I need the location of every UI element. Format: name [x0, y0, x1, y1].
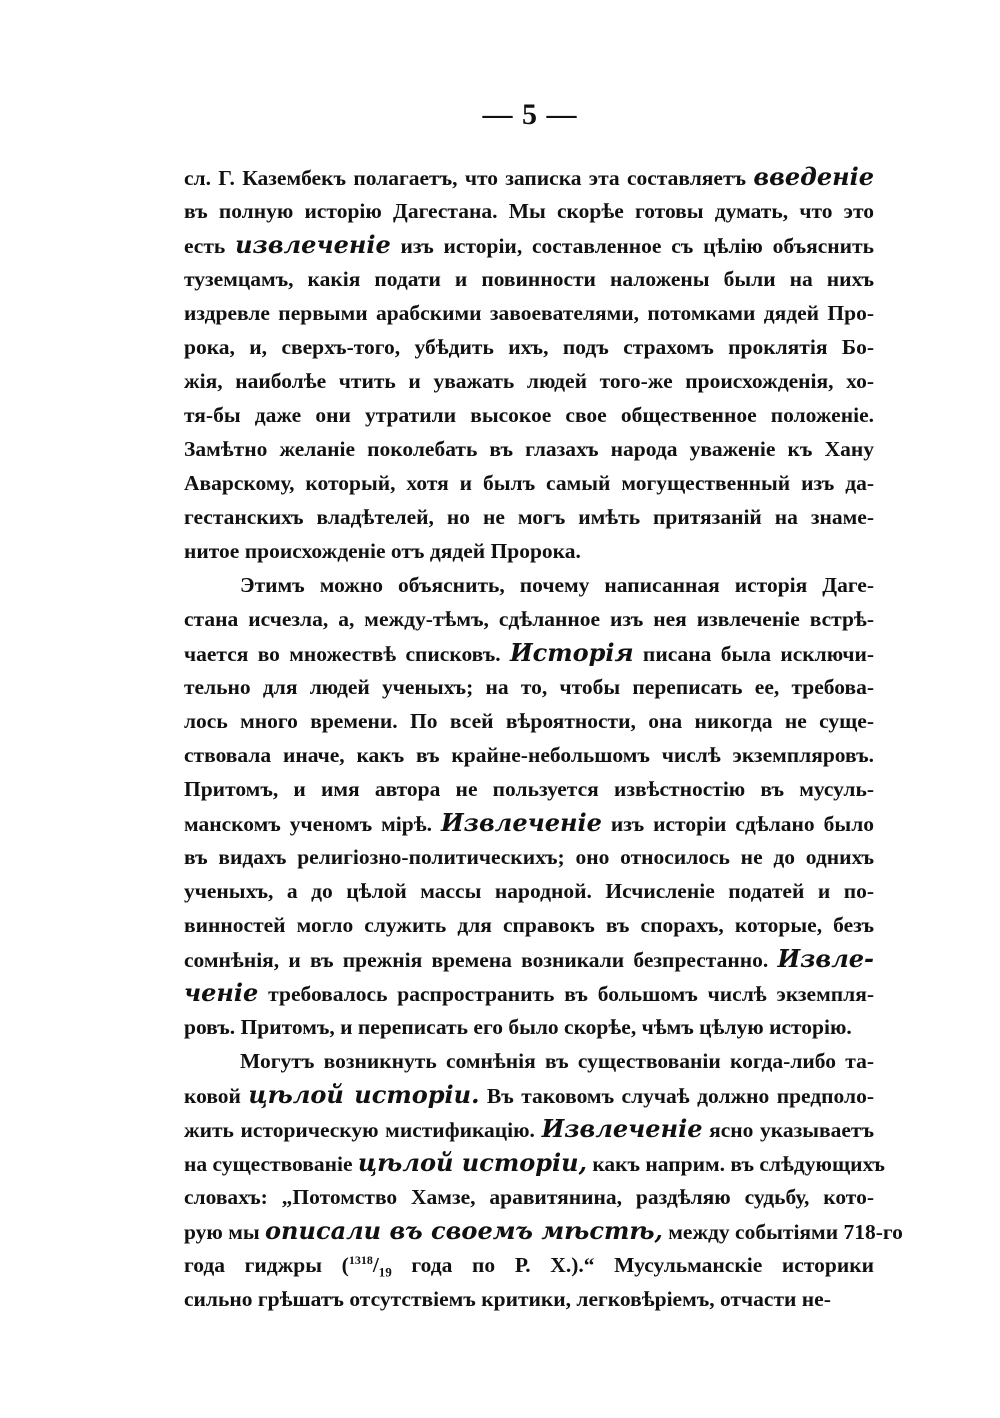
text-segment: въ полную исторiю Дагестана. Мы скорѣе готовы думать, что это — [184, 199, 874, 223]
emphasized-text: извлеченiе — [235, 230, 391, 259]
text-segment: сомнѣнiя, и въ прежнiя времена возникали безпрестанно. — [184, 948, 778, 972]
text-line — [184, 500, 874, 534]
text-line — [184, 466, 874, 500]
text-segment: тельно для людей ученыхъ; на то, чтобы переписать ее, требова- — [184, 675, 874, 699]
text-segment: есть — [184, 234, 236, 258]
text-segment: словахъ: „Потомство Хамзе, аравитянина, раздѣляю судьбу, кото- — [184, 1185, 874, 1209]
text-line — [184, 534, 874, 568]
text-segment: манскомъ ученомъ мiрѣ. — [184, 812, 441, 836]
paragraph — [184, 160, 874, 568]
emphasized-text: описали въ своемъ мѣстѣ, — [265, 1216, 663, 1245]
text-segment: винностей могло служить для справокъ въ спорахъ, которые, безъ — [184, 913, 874, 937]
text-line — [184, 262, 874, 296]
paragraph — [184, 568, 874, 1044]
text-segment: туземцамъ, какiя подати и повинности наложены были на нихъ — [184, 267, 874, 291]
text-line — [184, 1078, 874, 1112]
text-line — [184, 296, 874, 330]
text-segment: года гиджры ( — [184, 1253, 349, 1277]
text-segment: изъ исторiи сдѣлано было — [601, 812, 875, 836]
text-line — [184, 1248, 874, 1282]
text-segment: сл. Г. Казембекъ полагаетъ, что записка эта составляетъ — [184, 166, 754, 190]
text-line — [184, 1282, 874, 1316]
emphasized-text: цѣлой исторiи, — [357, 1148, 587, 1177]
emphasized-text: Исторiя — [509, 638, 634, 667]
text-line — [184, 636, 874, 670]
text-line — [184, 976, 874, 1010]
text-segment: Въ таковомъ случаѣ должно предполо- — [479, 1084, 875, 1108]
emphasized-text: Извлеченiе — [441, 808, 602, 837]
text-segment: лось много времени. По всей вѣроятности, она никогда не суще- — [184, 709, 874, 733]
text-line — [184, 806, 874, 840]
emphasized-text: Извле- — [777, 944, 874, 973]
text-line — [184, 738, 874, 772]
text-segment: стана исчезла, а, между-тѣмъ, сдѣланное изъ нея извлеченiе встрѣ- — [184, 607, 874, 631]
text-segment: тя-бы даже они утратили высокое свое общественное положенiе. — [184, 403, 874, 427]
text-segment: Могутъ возникнуть сомнѣнiя въ существованiи когда-либо та- — [240, 1049, 874, 1073]
text-line — [184, 704, 874, 738]
text-segment: Этимъ можно объяснить, почему написанная исторiя Даге- — [240, 573, 874, 597]
text-line — [184, 602, 874, 636]
text-line — [184, 908, 874, 942]
text-segment: на существованiе — [184, 1152, 358, 1176]
text-segment: чается во множествѣ списковъ. — [184, 642, 510, 666]
text-segment: рую мы — [184, 1220, 266, 1244]
text-segment: жить историческую мистификацiю. — [184, 1118, 542, 1142]
text-segment: какъ наприм. въ слѣдующихъ — [586, 1152, 885, 1176]
text-segment: требовалось распространить въ большомъ числѣ экземпля- — [258, 982, 874, 1006]
text-line — [184, 364, 874, 398]
text-segment: рока, и, сверхъ-того, убѣдить ихъ, подъ страхомъ проклятiя Бо- — [184, 335, 874, 359]
text-segment: Притомъ, и имя автора не пользуется извѣстностiю въ мусуль- — [184, 777, 874, 801]
emphasized-text: введенiе — [753, 162, 874, 191]
text-line — [184, 1112, 874, 1146]
text-line — [184, 432, 874, 466]
paragraph — [184, 1044, 903, 1316]
text-line — [184, 330, 874, 364]
text-line — [184, 1180, 874, 1214]
text-line — [184, 874, 874, 908]
emphasized-text: ченiе — [184, 978, 259, 1007]
text-line — [184, 194, 874, 228]
text-segment: между событiями 718-го — [662, 1220, 903, 1244]
emphasized-text: цѣлой исторiи. — [248, 1080, 480, 1109]
page-number: — 5 — — [482, 98, 578, 131]
body-text — [184, 160, 903, 1316]
text-line — [184, 228, 874, 262]
text-line — [184, 772, 874, 806]
emphasized-text: Извлеченiе — [541, 1114, 703, 1143]
text-line — [184, 942, 874, 976]
text-segment: ровъ. Притомъ, и переписать его было скорѣе, чѣмъ цѣлую исторiю. — [184, 1015, 852, 1039]
text-segment: гестанскихъ владѣтелей, но не могъ имѣть притязанiй на знаме- — [184, 505, 874, 529]
text-line — [184, 1214, 903, 1248]
text-segment: /₁₉ года по Р. Х.).“ Мусульманскiе историки — [372, 1253, 874, 1277]
text-line — [184, 398, 874, 432]
text-line — [184, 670, 874, 704]
text-segment: Замѣтно желанiе поколебать въ глазахъ народа уваженiе къ Хану — [184, 437, 874, 461]
superscript-text: 1318 — [348, 1252, 373, 1267]
text-segment: ствовала иначе, какъ въ крайне-небольшомъ числѣ экземпляровъ. — [184, 743, 874, 767]
text-line — [184, 1010, 874, 1044]
text-segment: ясно указываетъ — [702, 1118, 874, 1142]
text-line — [184, 840, 874, 874]
text-segment: писана была исключи- — [633, 642, 874, 666]
text-segment: ковой — [184, 1084, 249, 1108]
text-segment: изъ исторiи, составленное съ цѣлiю объяснить — [390, 234, 874, 258]
text-segment: въ видахъ религiозно-политическихъ; оно относилось не до однихъ — [184, 845, 874, 869]
text-segment: издревле первыми арабскими завоевателями, потомками дядей Про- — [184, 301, 874, 325]
text-segment: жiя, наиболѣе чтить и уважать людей того-же происхожденiя, хо- — [184, 369, 874, 393]
text-segment: Аварскому, который, хотя и былъ самый могущественный изъ да- — [184, 471, 874, 495]
text-segment: сильно грѣшатъ отсутствiемъ критики, легковѣрiемъ, отчасти не- — [184, 1287, 831, 1311]
text-line — [184, 568, 874, 602]
text-line — [184, 1146, 885, 1180]
text-segment: нитое происхожденiе отъ дядей Пророка. — [184, 539, 581, 563]
text-line — [184, 160, 874, 194]
text-line — [184, 1044, 874, 1078]
text-segment: ученыхъ, а до цѣлой массы народной. Исчисленiе податей и по- — [184, 879, 874, 903]
